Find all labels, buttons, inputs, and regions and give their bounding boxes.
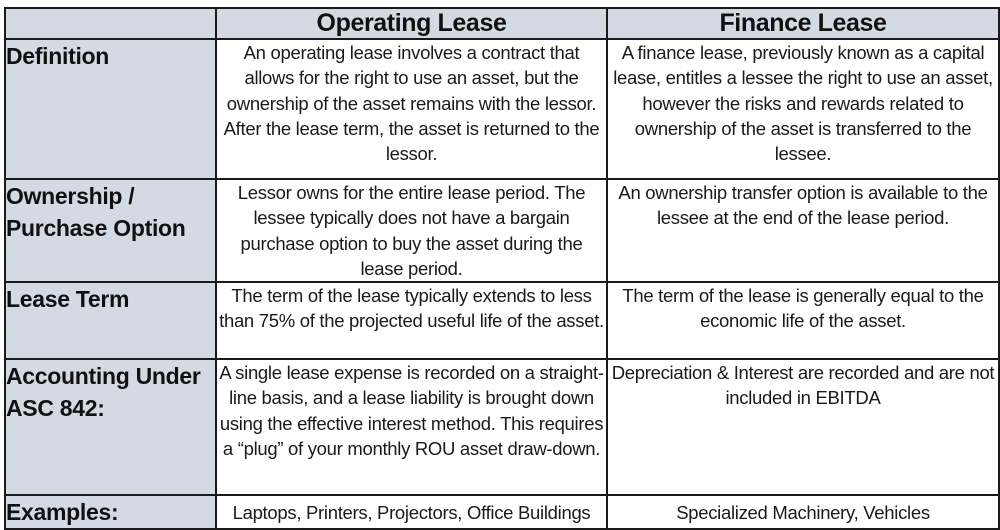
operating-lease-header: Operating Lease bbox=[216, 8, 607, 39]
table-row-accounting bbox=[5, 359, 999, 495]
row-label-accounting: Accounting Under ASC 842: bbox=[5, 359, 216, 495]
operating-lease-term-cell: The term of the lease typically extends to less than 75% of the projected useful life of the asset. bbox=[216, 282, 607, 359]
table-row-examples bbox=[5, 495, 999, 529]
finance-ownership-cell: An ownership transfer option is available to the lessee at the end of the lease period. bbox=[607, 179, 999, 282]
finance-definition-cell: A finance lease, previously known as a capital lease, entitles a lessee the right to use an asset, however the risks and rewards related to ownership of the asset is transferred to the lessee. bbox=[607, 39, 999, 179]
finance-examples-cell: Specialized Machinery, Vehicles bbox=[607, 495, 999, 529]
operating-definition-cell: An operating lease involves a contract that allows for the right to use an asset, but the ownership of the asset remains with the lessor. After the lease term, the asset is returned to the lessor. bbox=[216, 39, 607, 179]
corner-cell bbox=[5, 8, 216, 39]
table-row-definition bbox=[5, 39, 999, 179]
row-label-examples: Examples: bbox=[5, 495, 216, 529]
row-label-lease-term: Lease Term bbox=[5, 282, 216, 359]
finance-lease-term-cell: The term of the lease is generally equal to the economic life of the asset. bbox=[607, 282, 999, 359]
operating-examples-cell: Laptops, Printers, Projectors, Office Buildings bbox=[216, 495, 607, 529]
row-label-ownership: Ownership / Purchase Option bbox=[5, 179, 216, 282]
finance-accounting-cell: Depreciation & Interest are recorded and are not included in EBITDA bbox=[607, 359, 999, 495]
lease-comparison-table bbox=[4, 7, 1000, 530]
row-label-definition: Definition bbox=[5, 39, 216, 179]
operating-accounting-cell: A single lease expense is recorded on a straight-line basis, and a lease liability is brought down using the effective interest method. This requires a “plug” of your monthly ROU asset draw-down. bbox=[216, 359, 607, 495]
table-row-lease-term bbox=[5, 282, 999, 359]
finance-lease-header: Finance Lease bbox=[607, 8, 999, 39]
table-row-ownership bbox=[5, 179, 999, 282]
header-row bbox=[5, 8, 999, 39]
operating-ownership-cell: Lessor owns for the entire lease period. The lessee typically does not have a bargain purchase option to buy the asset during the lease period. bbox=[216, 179, 607, 282]
